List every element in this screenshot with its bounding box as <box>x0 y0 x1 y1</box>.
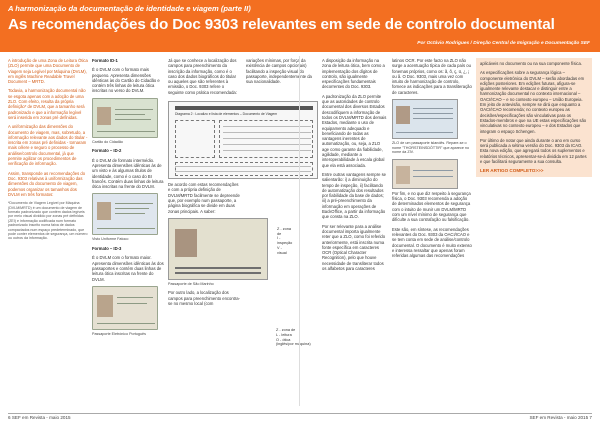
format-id1-text: É o DVLM com o formato mais pequeno. Apresenta dimensões idênticas às do Cartão do Cidadão e contém três linhas de leitura ótica inscritas no verso do DVLM. <box>92 67 160 94</box>
col5-paragraph-3: Este são, em síntese, as recomendações relevantes do Doc. 9303 da OACI/ICAO e se tem conta em sede de análise/controlo documental. O documento é muito extenso e interessa ressaltar que apenas foram referidas algumas das recomendações <box>392 226 472 259</box>
col4-paragraph-2: A padronização da ZLO permite que as autoridades de controlo documental dos diversos Estados descodifiquem a informação de todos os DVLM/MRTD dos demais Estados, mediante o uso de equipamento adequado e beneficiando de todas as vantagens inerentes de automatização, ou, seja, a ZLO age como garante da fiabilidade, agilidade, mediante a interoperabilidade à escala global que ela está associada. <box>322 93 387 168</box>
col1-paragraph-4: Assim, transponde as recomendações do Doc. 9303 relativas à uniformização das dimensões do documento de viagem, podemos organizar os tamanhos dos DVLM em três formatos: <box>8 170 86 197</box>
col3-paragraph-1: Já que se conhece a localização dos campos para preenchimento da inscrição da informação, como é o caso dos dados biográficos do titular ou aqueles que são referentes à emissão, o Doc. 9303 refere o seguinte como prática recomendada: <box>168 58 237 95</box>
data-page-diagram <box>168 101 318 179</box>
footer-left-folio: 6 SEF em Revista - maio 2015 <box>8 415 71 420</box>
closing-box <box>476 58 592 177</box>
passport-image <box>92 286 158 330</box>
id-card-caption: Cartão do Cidadão <box>92 139 123 144</box>
page-gutter <box>299 56 300 406</box>
article-title: As recomendações do Doc 9303 relevantes em sede de controlo documental <box>8 16 555 33</box>
footer-right-folio: SEF em Revista - maio 2015 7 <box>529 415 592 420</box>
column-3 <box>168 58 318 398</box>
san-marino-passport-image <box>168 218 293 280</box>
col1-paragraph-3: A uniformização das dimensões do documento de viagem, mas, sobretudo, a informação relevante aos dados do titular - inscrita em zonas pré definidas - tornaram mais célere e seguro o processo de análise/controlo documental, já que permite agilizar os procedimentos de verificação de informação. <box>8 124 88 167</box>
article-supertitle: A harmonização da documentação de identidade e viagem (parte II) <box>8 4 251 13</box>
column-5 <box>392 58 472 388</box>
read-more-link[interactable]: LER ARTIGO COMPLETO>>> <box>480 168 544 174</box>
san-marino-caption: Passaporte de São Marinho <box>168 281 214 286</box>
col5-paragraph-2: Por fim, e no que diz respeito à segurança física, o Doc. 9303 recomenda a adoção de determinados elementos de segurança com o intuito de munir um DVLM/MRTD com um nível mínimo de segurança que dificulte a sua contrafação ou falsificação. <box>392 190 471 223</box>
format-id2-text: É o DVLM de formato intermédio. Apresenta dimensões idênticas às de um visto e às algumas títulos de identidade, como é o caso do BI francês. Contém duas linhas de leitura ótica inscritas na frente do DVLM. <box>92 157 164 190</box>
col1-paragraph-2: Todavia, a harmonização documental não se esgota apenas com a adoção de uma ZLO. Com efeito, resulta da própria definição* de DVLM, que a tamanho será padronizado e que a informação legível será inserida em zonas pré definidas. <box>8 88 86 120</box>
col4-paragraph-3: Entre outras vantagens sempre se salientarão: i) a diminuição do tempo de inspeção, ii) facilitando de automatização dos resultados por fiabilidade da base de dados; iii) a pré-preenchimento da informação em operações de BackOffice, a partir da informação que consta na ZLO. <box>322 171 387 220</box>
col5-paragraph-1: latinos OCR. Por este facto na ZLO não surge a acentuação típica de cada país ou fonemas próprios, como os: ã, õ, ç, ü, ¿, ¡ ou å. O Doc. 9303, mais uma vez com intuito de harmonização de controlo, fornece as indicações para a transliteração de caracteres. <box>392 58 472 95</box>
visa-image <box>92 193 158 235</box>
security-features-image <box>392 159 458 189</box>
format-id1-heading: Formato ID-1 <box>92 58 118 63</box>
diagram-title: Diagrama 2 : Localizo e lista de elementos – Documento de Viagem <box>175 112 278 117</box>
col6-paragraph-3: Por último de notar que ainda durante o ano em curso será publicada a sétima versão do Doc. 9303 da ICAO. Esta nova edição, que agregará todos os suplementos e relatórios técnicos, apresentar-se-á dividida em 12 partes e que facilitará seguramente a sua consulta. <box>480 137 587 165</box>
column-4 <box>322 58 388 388</box>
col3-paragraph-3: Por outro lado, a localização dos campos para preenchimento encontra-se no mesmo local (com <box>168 290 240 307</box>
format-id3-heading: Formato – ID-3 <box>92 246 122 252</box>
column-1 <box>8 58 88 388</box>
col6-paragraph-2: As especificações sobre a segurança lógica – componente eletrónica do DVLM – serão abordadas em edições posteriores. Em edições futuras, afigura-se igualmente relevante destacar e distinguir entre a harmonização documental no contexto internacional – OACI/ICAO – e no contexto europeu – União Europeia. Em jeito de antevisão, sempre se dirá que enquanto a OACI/ICAO recomenda; no contexto europeu as decisões/especificações são vinculativas para os Estados-membros e que na UE estas especificações são vinculativas no contexto europeu – e dos Estados que integram o espaço Schengen. <box>480 70 587 134</box>
footer-rule <box>8 413 592 414</box>
icelandic-passport-image <box>392 99 458 139</box>
visa-caption: Visto Uniforme Fatoco <box>92 237 129 242</box>
icelandic-passport-caption: ZLO de um passaporte islandês. Repare-se o nome "THORSTEINSDÓTTIR" que aparece no nome da ZIV. <box>392 141 470 155</box>
id-card-image <box>92 98 158 138</box>
format-id3-text: É o DVLM com o formato maior. Apresenta dimensões idênticas às dos passaportes e contém duas linhas de leitura ótica inscritas na frente do DVLM. <box>92 255 164 282</box>
zones-legend-lower: Z - zona de L - leitura O - ótica (inglês/por máquina) <box>276 328 311 347</box>
format-id2-heading: Formato – ID-2 <box>92 148 122 154</box>
column-2 <box>92 58 164 388</box>
col6-paragraph-1: aplicáveis no documento ou na sua componente física. <box>480 61 582 66</box>
col4-paragraph-4: Por ser relevante para a análise documental importa igualmente reter que a ZLO, como foi referido anteriormente, está inscrita numa fonte específica em caracteres OCR (Optical Character Recognition), pelo que houve necessidade de transliterar todos os alfabetos para caracteres <box>322 223 386 271</box>
header-band <box>0 0 600 52</box>
column-6 <box>476 58 592 388</box>
col1-paragraph-1: A introdução de uma Zona de Leitura Ótica (ZLO) permite que uma Documento de Viagem seja Legível por Máquina (DVLM), em inglês Machine Readable Travel Document – MRTD. <box>8 58 88 85</box>
col3b-paragraph-1: variações mínimas, por força da existência de campos opcionais) facilitando a inspeção visual do passaporte, independentemente da sua nacionalidade. <box>246 58 312 85</box>
zones-legend: Z - zona de I - inspeção V - visual <box>277 226 293 255</box>
col4-paragraph-1: A disposição da informação na zona de leitura ótica, bem como a implementação dos dígitos de controlo, são igualmente especificações fundamentais decorrentes do Doc. 9303. <box>322 58 385 90</box>
col1-footnote: *Documento de Viagem Legível por Máquina (DVLM/MRTD) é um documento de viagem de formato padronizado que contém dados legíveis por meio visual dividido por zonas pré definidas (ZEI) e informação codificada num formato padronizado inscrito numa faixa de dados compactados num espaço predeterminado, que pode conter elementos de segurança, um número ou outros da informação. <box>8 201 88 241</box>
article-byline: Por Octávio Rodrigues / Direção Central de Imigração e Documentação SEF <box>417 41 590 46</box>
col3-paragraph-2: De acordo com estas recomendações e com a própria definição de DVLM/MRTD facilmente se depreende que, por exemplo num passaporte, a página biográfica se divide em duas zonas principais. A saber: <box>168 182 240 214</box>
passport-caption: Passaporte Eletrónico Português <box>92 331 146 336</box>
